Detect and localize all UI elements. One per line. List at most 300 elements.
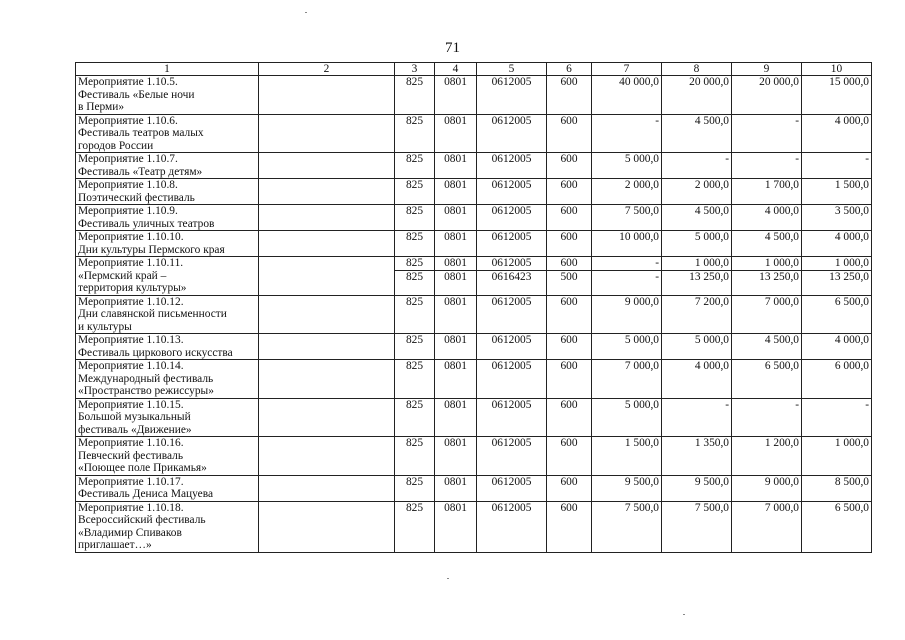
cell-value: 0612005	[491, 231, 532, 243]
measure-name-line: Мероприятие 1.10.13.	[78, 334, 184, 346]
table-row	[76, 179, 872, 205]
section-cell	[435, 334, 477, 360]
table-row	[76, 257, 872, 296]
type-cell	[547, 257, 592, 296]
cell-value: 825	[405, 231, 424, 243]
measure-name-line: Мероприятие 1.10.15.	[78, 398, 184, 411]
cell-value: 600	[560, 153, 578, 165]
measure-name-line: Мероприятие 1.10.6.	[78, 114, 178, 127]
amount-cell	[802, 231, 872, 257]
cell-value: 4 000,0	[834, 114, 869, 127]
cell-value: -	[592, 270, 662, 284]
cell-value: 0801	[444, 153, 467, 165]
amount-cell	[732, 231, 802, 257]
code-cell	[395, 179, 435, 205]
measure-name-line: Дни славянской письменности	[78, 308, 227, 320]
amount-cell	[802, 205, 872, 231]
code-cell	[395, 114, 435, 153]
amount-cell	[662, 231, 732, 257]
scan-speck	[305, 12, 307, 13]
amount-cell	[662, 398, 732, 437]
target-cell	[477, 334, 547, 360]
cell-value: 10 000,0	[619, 231, 659, 243]
measure-name-cell	[76, 76, 259, 115]
cell-value: 0801	[444, 179, 467, 191]
empty-cell	[259, 295, 395, 334]
amount-cell	[662, 334, 732, 360]
table-row	[76, 360, 872, 399]
cell-value: -	[725, 398, 729, 411]
cell-value: 0801	[444, 257, 467, 269]
scan-speck	[683, 614, 685, 615]
amount-cell	[732, 501, 802, 552]
amount-cell	[732, 76, 802, 115]
cell-value: 825	[395, 270, 434, 284]
amount-cell	[662, 76, 732, 115]
header-cell: 9	[732, 63, 802, 76]
code-cell	[395, 295, 435, 334]
scan-speck	[447, 578, 449, 579]
cell-value: 5 000,0	[624, 153, 659, 165]
amount-cell	[662, 179, 732, 205]
cell-value: 6 000,0	[834, 360, 869, 372]
cell-value: 1 000,0	[834, 437, 869, 449]
header-cell: 6	[547, 63, 592, 76]
cell-value: 600	[560, 360, 578, 372]
cell-value: 6 500,0	[764, 360, 799, 372]
cell-value: 1 000,0	[694, 257, 729, 269]
header-row	[76, 63, 872, 76]
section-cell	[435, 501, 477, 552]
cell-value: 7 000,0	[764, 295, 799, 308]
cell-value: 0801	[444, 501, 467, 514]
cell-value: 7 200,0	[694, 295, 729, 308]
cell-value: 0612005	[491, 475, 532, 488]
measure-name-cell	[76, 334, 259, 360]
cell-value: 9 000,0	[764, 475, 799, 488]
cell-value: 600	[560, 398, 578, 411]
amount-cell	[662, 257, 732, 296]
code-cell	[395, 257, 435, 296]
cell-value: 40 000,0	[619, 76, 659, 88]
cell-value: 0801	[444, 76, 467, 88]
measure-name-line: Фестиваль «Белые ночи	[78, 88, 195, 101]
section-cell	[435, 153, 477, 179]
cell-value: 1 500,0	[834, 179, 869, 191]
cell-value: 4 000,0	[694, 360, 729, 372]
cell-value: -	[795, 114, 799, 127]
cell-value: 6 500,0	[834, 295, 869, 308]
measure-name-line: «Владимир Спиваков	[78, 526, 182, 539]
empty-cell	[259, 257, 395, 296]
cell-value: 825	[405, 295, 424, 308]
measure-name-line: фестиваль «Движение»	[78, 423, 192, 436]
amount-cell	[592, 205, 662, 231]
amount-cell	[802, 76, 872, 115]
amount-cell	[732, 295, 802, 334]
amount-cell	[662, 153, 732, 179]
cell-value: 7 500,0	[624, 205, 659, 217]
measure-name-cell	[76, 257, 259, 296]
target-cell	[477, 231, 547, 257]
measure-name-line: Фестиваль Дениса Мацуева	[78, 488, 213, 500]
cell-value: 0612005	[491, 257, 532, 269]
cell-value: 7 000,0	[764, 501, 799, 514]
cell-value: 5 000,0	[624, 398, 659, 411]
table-row	[76, 437, 872, 476]
measure-name-line: Мероприятие 1.10.9.	[78, 205, 178, 217]
empty-cell	[259, 360, 395, 399]
cell-value: 1 350,0	[694, 437, 729, 449]
empty-cell	[259, 205, 395, 231]
code-cell	[395, 437, 435, 476]
amount-cell	[592, 114, 662, 153]
cell-value: 0612005	[491, 398, 532, 411]
cell-value: 600	[560, 501, 578, 514]
amount-cell	[592, 360, 662, 399]
cell-value: 9 500,0	[624, 475, 659, 488]
header-cell: 2	[259, 63, 395, 76]
cell-value: 0612005	[491, 501, 532, 514]
code-cell	[395, 334, 435, 360]
cell-value: 1 200,0	[764, 437, 799, 449]
measure-name-cell	[76, 231, 259, 257]
amount-cell	[802, 360, 872, 399]
empty-cell	[259, 153, 395, 179]
cell-value: 825	[405, 334, 424, 346]
measure-name-line: в Перми»	[78, 101, 125, 113]
amount-cell	[662, 475, 732, 501]
amount-cell	[592, 295, 662, 334]
cell-value: 9 500,0	[694, 475, 729, 488]
page-number: 71	[445, 40, 460, 56]
table-row	[76, 398, 872, 437]
amount-cell	[592, 475, 662, 501]
amount-cell	[732, 153, 802, 179]
section-cell	[435, 437, 477, 476]
measure-name-line: Мероприятие 1.10.10.	[78, 231, 184, 243]
amount-cell	[802, 398, 872, 437]
measure-name-line: Фестиваль «Театр детям»	[78, 165, 203, 178]
measure-name-line: Всероссийский фестиваль	[78, 514, 206, 526]
target-cell	[477, 360, 547, 399]
measure-name-line: Мероприятие 1.10.17.	[78, 475, 184, 488]
section-cell	[435, 475, 477, 501]
amount-cell	[802, 114, 872, 153]
section-cell	[435, 114, 477, 153]
cell-value: 600	[560, 257, 578, 269]
cell-value: 4 500,0	[694, 114, 729, 127]
amount-cell	[592, 398, 662, 437]
type-cell	[547, 153, 592, 179]
empty-cell	[259, 501, 395, 552]
amount-cell	[662, 114, 732, 153]
empty-cell	[259, 437, 395, 476]
cell-value: 1 000,0	[764, 257, 799, 269]
table-row	[76, 231, 872, 257]
measure-name-cell	[76, 295, 259, 334]
measure-name-cell	[76, 153, 259, 179]
cell-value: 0801	[444, 334, 467, 346]
amount-cell	[802, 437, 872, 476]
cell-value: 7 500,0	[624, 501, 659, 514]
cell-value: 600	[560, 295, 578, 308]
amount-cell	[802, 179, 872, 205]
measure-name-line: Дни культуры Пермского края	[78, 243, 225, 256]
type-cell	[547, 76, 592, 115]
measure-name-line: «Пространство режиссуры»	[78, 385, 214, 397]
cell-value: 7 000,0	[624, 360, 659, 372]
type-cell	[547, 334, 592, 360]
cell-value: 4 000,0	[764, 205, 799, 217]
cell-value: 13 250,0	[662, 270, 732, 284]
target-cell	[477, 205, 547, 231]
cell-value: 0801	[444, 475, 467, 488]
amount-cell	[732, 114, 802, 153]
cell-value: 5 000,0	[694, 231, 729, 243]
cell-value: 4 500,0	[764, 231, 799, 243]
cell-value: 825	[405, 205, 424, 217]
cell-value: -	[725, 153, 729, 165]
amount-cell	[732, 334, 802, 360]
measure-name-line: городов России	[78, 139, 154, 152]
measure-name-line: Большой музыкальный	[78, 411, 191, 423]
amount-cell	[592, 153, 662, 179]
header-cell: 8	[662, 63, 732, 76]
cell-value: 0612005	[491, 205, 532, 217]
section-cell	[435, 76, 477, 115]
empty-cell	[259, 334, 395, 360]
empty-cell	[259, 76, 395, 115]
code-cell	[395, 205, 435, 231]
measure-name-line: «Пермский край –	[78, 269, 167, 282]
section-cell	[435, 360, 477, 399]
cell-value: 600	[560, 231, 578, 243]
cell-value: 1 000,0	[834, 257, 869, 269]
cell-value: 20 000,0	[759, 76, 799, 88]
cell-value: 6 500,0	[834, 501, 869, 514]
measure-name-line: Международный фестиваль	[78, 372, 214, 385]
amount-cell	[732, 257, 802, 296]
header-cell: 1	[76, 63, 259, 76]
type-cell	[547, 231, 592, 257]
type-cell	[547, 437, 592, 476]
measure-name-line: Фестиваль циркового искусства	[78, 346, 233, 359]
cell-value: 500	[547, 270, 591, 284]
type-cell	[547, 501, 592, 552]
amount-cell	[662, 205, 732, 231]
cell-value: 2 000,0	[694, 179, 729, 191]
cell-value: 0616423	[477, 270, 546, 284]
code-cell	[395, 153, 435, 179]
amount-cell	[802, 501, 872, 552]
cell-value: 0612005	[491, 179, 532, 191]
table-row	[76, 114, 872, 153]
cell-value: 600	[560, 114, 578, 127]
amount-cell	[662, 501, 732, 552]
cell-value: 0612005	[491, 334, 532, 346]
table-row	[76, 153, 872, 179]
measure-name-line: и культуры	[78, 320, 132, 333]
target-cell	[477, 475, 547, 501]
cell-value: 1 500,0	[624, 437, 659, 449]
cell-value: 0612005	[491, 295, 532, 308]
amount-cell	[592, 437, 662, 476]
cell-value: 0801	[435, 270, 476, 284]
amount-cell	[732, 437, 802, 476]
header-cell: 3	[395, 63, 435, 76]
cell-value: 13 250,0	[732, 270, 802, 284]
cell-value: 825	[405, 114, 424, 127]
amount-cell	[592, 179, 662, 205]
measure-name-cell	[76, 205, 259, 231]
cell-value: 0612005	[491, 360, 532, 372]
cell-value: 825	[405, 501, 424, 514]
cell-value: 0801	[444, 398, 467, 411]
amount-cell	[802, 257, 872, 296]
code-cell	[395, 231, 435, 257]
code-cell	[395, 360, 435, 399]
cell-value: 0801	[444, 114, 467, 127]
target-cell	[477, 179, 547, 205]
cell-value: 600	[560, 179, 578, 191]
empty-cell	[259, 114, 395, 153]
header-cell: 10	[802, 63, 872, 76]
empty-cell	[259, 179, 395, 205]
header-cell: 4	[435, 63, 477, 76]
table-body	[76, 76, 872, 553]
cell-value: 9 000,0	[624, 295, 659, 308]
amount-cell	[732, 205, 802, 231]
measure-name-line: Поэтический фестиваль	[78, 191, 195, 204]
cell-value: 0801	[444, 205, 467, 217]
type-cell	[547, 295, 592, 334]
target-cell	[477, 257, 547, 296]
cell-value: 825	[405, 475, 424, 488]
empty-cell	[259, 475, 395, 501]
amount-cell	[662, 360, 732, 399]
measure-name-line: Мероприятие 1.10.8.	[78, 179, 178, 191]
cell-value: 1 700,0	[764, 179, 799, 191]
target-cell	[477, 114, 547, 153]
cell-value: 600	[560, 437, 578, 449]
cell-value: 600	[560, 475, 578, 488]
header-cell: 7	[592, 63, 662, 76]
measure-name-line: Мероприятие 1.10.14.	[78, 360, 184, 372]
cell-value: 4 500,0	[764, 334, 799, 346]
measure-name-line: Мероприятие 1.10.11.	[78, 257, 184, 269]
code-cell	[395, 398, 435, 437]
measure-name-cell	[76, 475, 259, 501]
measure-name-line: Певческий фестиваль	[78, 449, 184, 462]
measure-name-line: «Поющее поле Прикамья»	[78, 462, 207, 474]
cell-value: 7 500,0	[694, 501, 729, 514]
amount-cell	[802, 295, 872, 334]
cell-value: 825	[405, 76, 424, 88]
cell-value: 825	[405, 257, 424, 269]
cell-value: -	[865, 153, 869, 165]
measure-name-line: территория культуры»	[78, 282, 187, 294]
cell-value: 825	[405, 153, 424, 165]
type-cell	[547, 114, 592, 153]
section-cell	[435, 231, 477, 257]
amount-cell	[802, 334, 872, 360]
cell-value: 0801	[444, 437, 467, 449]
cell-value: 0612005	[491, 437, 532, 449]
amount-cell	[592, 231, 662, 257]
measure-name-line: Фестиваль театров малых	[78, 127, 204, 139]
cell-value: 0801	[444, 231, 467, 243]
measure-name-line: Мероприятие 1.10.12.	[78, 295, 184, 308]
target-cell	[477, 501, 547, 552]
cell-value: 4 500,0	[694, 205, 729, 217]
measure-name-cell	[76, 437, 259, 476]
amount-cell	[802, 475, 872, 501]
type-cell	[547, 398, 592, 437]
amount-cell	[592, 76, 662, 115]
measure-name-line: Мероприятие 1.10.5.	[78, 76, 178, 88]
header-cell: 5	[477, 63, 547, 76]
amount-cell	[592, 501, 662, 552]
measure-name-cell	[76, 179, 259, 205]
section-cell	[435, 295, 477, 334]
table-row	[76, 205, 872, 231]
measure-name-cell	[76, 360, 259, 399]
cell-value: -	[655, 257, 659, 269]
cell-value: 0801	[444, 360, 467, 372]
amount-cell	[802, 153, 872, 179]
amount-cell	[732, 475, 802, 501]
cell-value: 600	[560, 205, 578, 217]
target-cell	[477, 295, 547, 334]
cell-value: 825	[405, 179, 424, 191]
measure-name-line: приглашает…»	[78, 539, 152, 551]
target-cell	[477, 76, 547, 115]
cell-value: 0801	[444, 295, 467, 308]
section-cell	[435, 179, 477, 205]
cell-value: 0612005	[491, 153, 532, 165]
cell-value: 2 000,0	[624, 179, 659, 191]
section-cell	[435, 205, 477, 231]
amount-cell	[662, 295, 732, 334]
cell-value: -	[795, 398, 799, 411]
type-cell	[547, 475, 592, 501]
cell-value: 3 500,0	[834, 205, 869, 217]
cell-value: 825	[405, 437, 424, 449]
cell-value: 600	[560, 334, 578, 346]
cell-value: 0612005	[491, 76, 532, 88]
type-cell	[547, 360, 592, 399]
measure-name-cell	[76, 398, 259, 437]
table-row	[76, 475, 872, 501]
amount-cell	[592, 257, 662, 296]
cell-value: 0612005	[491, 114, 532, 127]
measure-name-line: Мероприятие 1.10.16.	[78, 437, 184, 449]
measure-name-cell	[76, 501, 259, 552]
target-cell	[477, 398, 547, 437]
cell-value: -	[795, 153, 799, 165]
amount-cell	[732, 179, 802, 205]
type-cell	[547, 205, 592, 231]
table-row	[76, 295, 872, 334]
cell-value: -	[865, 398, 869, 411]
cell-value: 8 500,0	[834, 475, 869, 488]
amount-cell	[592, 334, 662, 360]
cell-value: 825	[405, 360, 424, 372]
empty-cell	[259, 231, 395, 257]
cell-value: 15 000,0	[829, 76, 869, 88]
section-cell	[435, 398, 477, 437]
